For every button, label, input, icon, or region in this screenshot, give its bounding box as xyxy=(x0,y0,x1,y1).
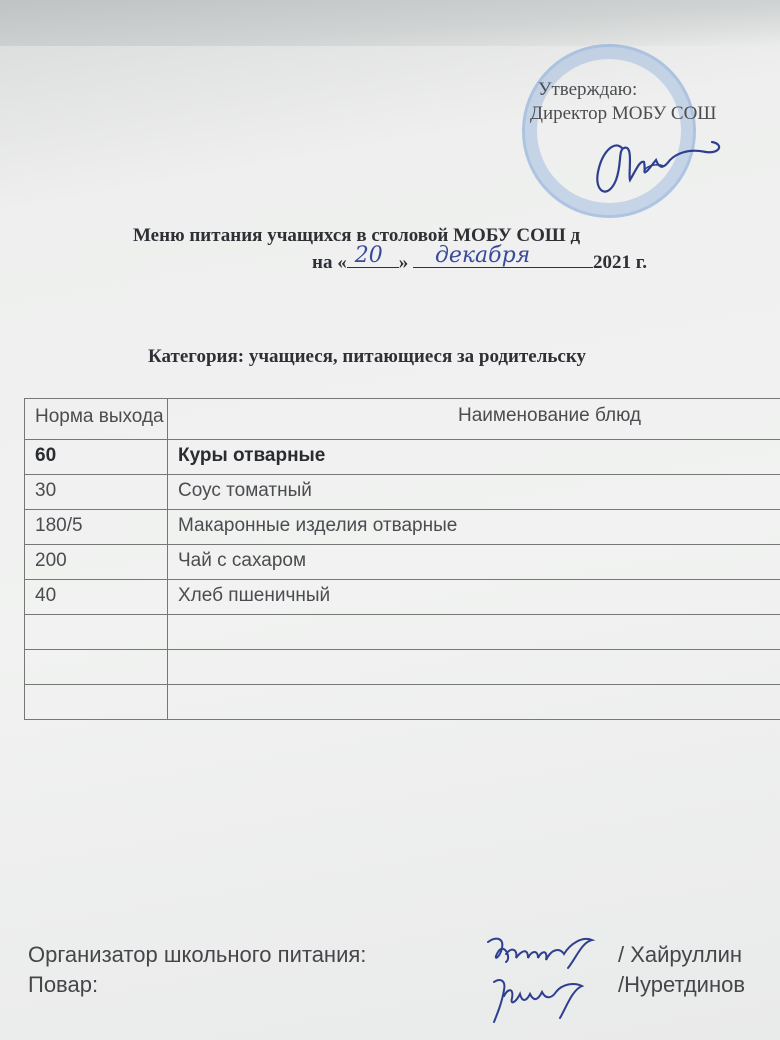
norm-cell xyxy=(25,685,168,720)
page-shadow xyxy=(0,0,780,46)
cook-signature xyxy=(486,972,596,1030)
dish-cell: Соус томатный xyxy=(168,475,780,510)
column-header-norm: Норма выхода xyxy=(25,399,168,440)
organizer-name: / Хайруллин xyxy=(618,942,743,967)
table-row xyxy=(25,615,780,650)
norm-cell: 60 xyxy=(25,440,168,475)
dish-cell: Чай с сахаром xyxy=(168,545,780,580)
date-day-field xyxy=(347,243,399,268)
approval-block xyxy=(530,78,716,126)
organizer-label: Организатор школьного питания: xyxy=(28,942,367,967)
norm-cell: 200 xyxy=(25,545,168,580)
table-row xyxy=(25,545,780,580)
date-day: 20 xyxy=(354,243,383,268)
table-row xyxy=(25,650,780,685)
table-row xyxy=(25,510,780,545)
norm-cell: 180/5 xyxy=(25,510,168,545)
menu-title: Меню питания учащихся в столовой МОБУ СОШ д xyxy=(133,225,581,246)
date-year: 2021 г. xyxy=(592,252,647,273)
dish-cell: Хлеб пшеничный xyxy=(168,580,780,615)
table-row xyxy=(25,475,780,510)
norm-cell: 40 xyxy=(25,580,168,615)
dish-cell xyxy=(168,685,780,720)
date-prefix: на « xyxy=(312,252,347,273)
norm-cell xyxy=(25,615,168,650)
dish-cell xyxy=(168,650,780,685)
table-row xyxy=(25,440,780,475)
category-heading: Категория: учащиеся, питающиеся за родительску xyxy=(148,346,587,367)
table-row xyxy=(25,685,780,720)
signatures-block xyxy=(28,940,746,1000)
cook-line xyxy=(28,970,746,1000)
dish-cell: Макаронные изделия отварные xyxy=(168,510,780,545)
dish-cell xyxy=(168,615,780,650)
approve-label: Утверждаю: xyxy=(538,79,638,100)
organizer-signature xyxy=(482,928,602,976)
director-title: Директор МОБУ СОШ xyxy=(530,103,717,124)
norm-cell xyxy=(25,650,168,685)
director-signature xyxy=(584,130,734,210)
cook-name: /Нуретдинов xyxy=(618,972,746,997)
norm-cell: 30 xyxy=(25,475,168,510)
date-month-field xyxy=(413,243,593,268)
table-row xyxy=(25,580,780,615)
dish-cell: Куры отварные xyxy=(168,440,780,475)
menu-table xyxy=(24,398,780,720)
cook-label: Повар: xyxy=(28,972,99,997)
column-header-dish: Наименование блюд xyxy=(168,399,780,440)
organizer-line xyxy=(28,940,743,970)
date-month: декабря xyxy=(434,243,531,268)
menu-date xyxy=(312,243,647,274)
date-mid: » xyxy=(398,252,409,273)
table-header-row xyxy=(25,399,780,440)
